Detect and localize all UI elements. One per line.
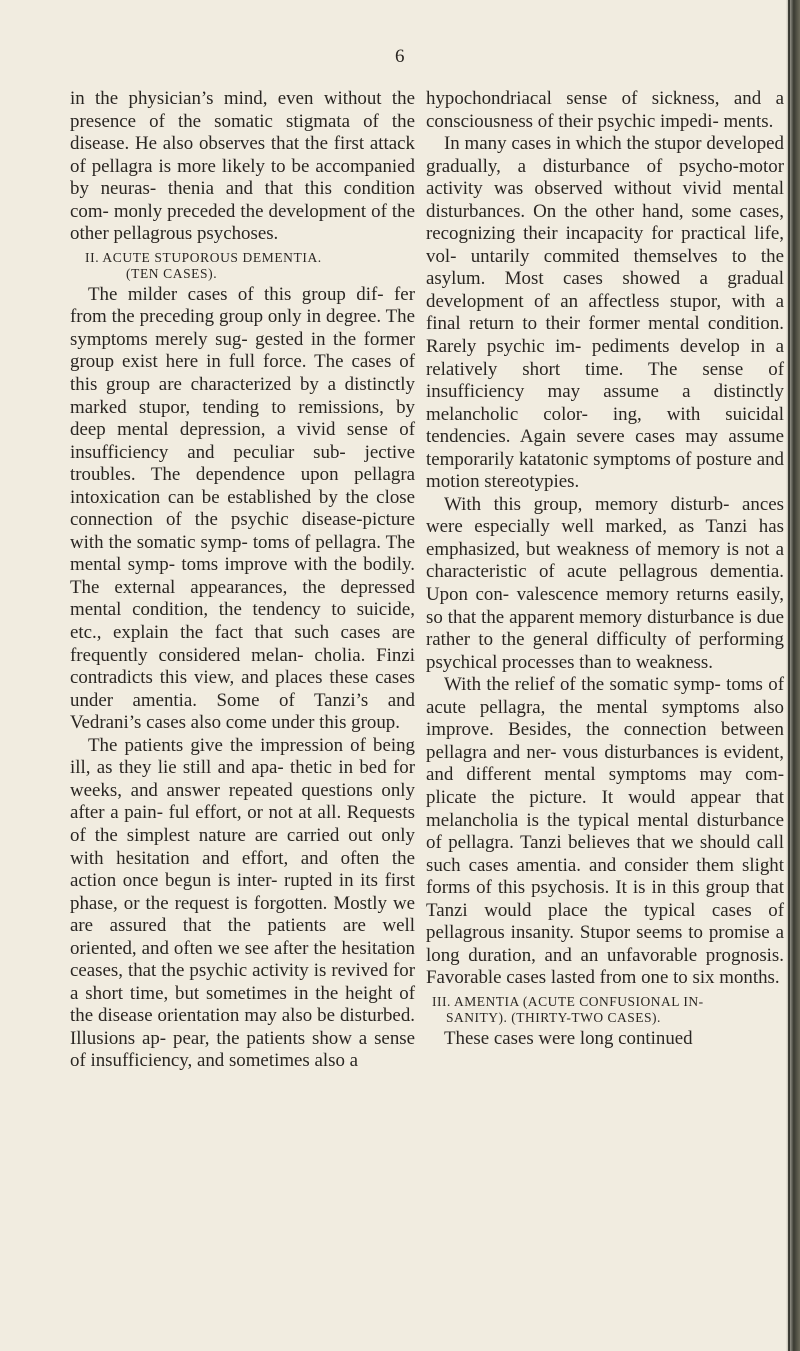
section-heading-title: II. ACUTE STUPOROUS DEMENTIA. [85, 249, 322, 265]
section-heading-subtitle: SANITY). (THIRTY-TWO CASES). [446, 1009, 661, 1025]
right-column [426, 88, 784, 1050]
paragraph: In many cases in which the stupor developed gradually, a disturbance of psycho-motor activity was observed without vivid mental disturbances. On the other hand, some cases, recognizing their incapacity for practical life, vol- untarily commited themselves to the asylum. Most cases showed a gradual development of an affectless stupor, with a final return to their former mental condition. Rarely psychic im- pediments develop in a relatively short time. The sense of insufficiency may assume a distinctly melancholic color- ing, with suicidal tendencies. Again severe cases may assume temporarily katatonic symptoms of posture and motion stereotypies. [426, 133, 784, 493]
paragraph: in the physician’s mind, even without the presence of the somatic stigmata of the disease. He also observes that the first attack of pellagra is more likely to be accompanied by neuras- thenia and that this condition com- monly preceded the development of the other pellagrous psychoses. [70, 88, 415, 245]
page-edge-line [788, 0, 790, 1351]
paragraph: hypochondriacal sense of sickness, and a consciousness of their psychic impedi- ments. [426, 88, 784, 132]
page-number: 6 [395, 46, 405, 67]
paragraph: The milder cases of this group dif- fer from the preceding group only in degree. The symptoms merely sug- gested in the former group exist here in full force. The cases of this group are characterized by a distinctly marked stupor, tending to remissions, by deep mental depression, a vivid sense of insufficiency and peculiar sub- jective troubles. The dependence upon pellagra intoxication can be established by the close connection of the psychic disease-picture with the somatic symp- toms of pellagra. The mental symp- toms improve with the bodily. The external appearances, the depressed mental condition, the tendency to suicide, etc., explain the fact that such cases are frequently considered melan- cholia. Finzi contradicts this view, and places these cases under amentia. Some of Tanzi’s and Vedrani’s cases also come under this group. [70, 283, 415, 734]
paragraph: These cases were long continued [444, 1027, 693, 1049]
paragraph: The patients give the impression of being ill, as they lie still and apa- thetic in bed for weeks, and answer repeated questions only after a pain- ful effort, or not at all. Requests of the simplest nature are carried out only with hesitation and effort, and often the action once begun is inter- rupted in its first phase, or the request is forgotten. Mostly we are assured that the patients are well oriented, and often we see after the hesitation ceases, that the psychic activity is revived for a short time, but sometimes in the height of the disease orientation may also be disturbed. Illusions ap- pear, the patients show a sense of insufficiency, and sometimes also a [70, 734, 415, 1072]
section-heading-title: III. AMENTIA (ACUTE CONFUSIONAL IN- [432, 993, 704, 1009]
section-heading [70, 250, 415, 282]
paragraph: With the relief of the somatic symp- toms of acute pellagra, the mental symptoms also improve. Besides, the connection between pellagra and ner- vous disturbances is evident, and different mental symptoms may com- plicate the picture. It would appear that melancholia is the typical mental disturbance of pellagra. Tanzi believes that we should call such cases amentia. and consider them slight forms of this psychosis. It is in this group that Tanzi would place the typical cases of pellagrous insanity. Stupor seems to promise a long duration, and an unfavorable prognosis. Favorable cases lasted from one to six months. [426, 674, 784, 989]
section-heading-subtitle: (TEN CASES). [126, 265, 218, 281]
paragraph: With this group, memory disturb- ances were especially well marked, as Tanzi has emphasized, but weakness of memory is not a characteristic of acute pellagrous dementia. Upon con- valescence memory returns easily, so that the apparent memory disturbance is due rather to the general difficulty of performing psychical processes than to weakness. [426, 493, 784, 673]
left-column [70, 88, 415, 1073]
section-heading [426, 994, 784, 1026]
